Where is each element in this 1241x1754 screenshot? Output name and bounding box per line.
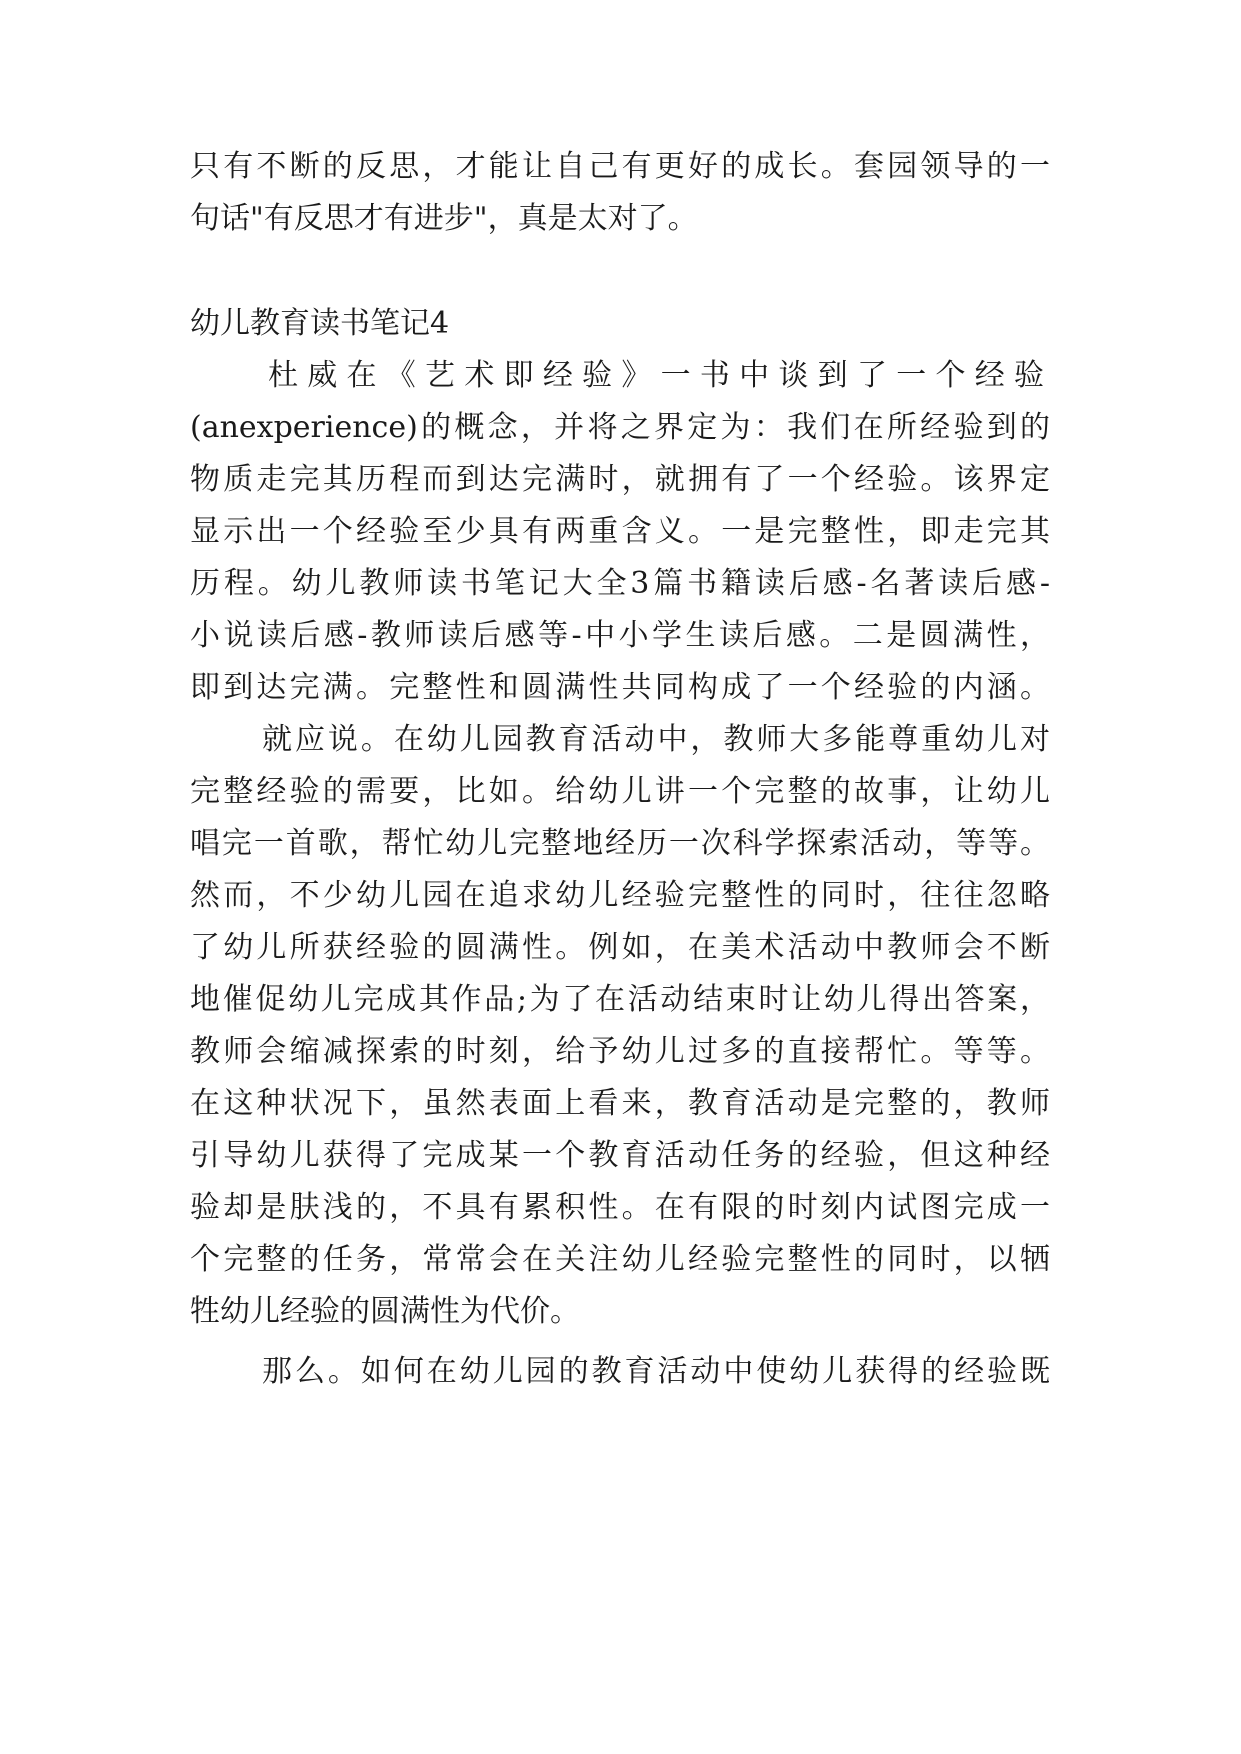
text-line: 那么。如何在幼儿园的教育活动中使幼儿获得的经验既	[262, 1354, 1050, 1389]
text-line: 地催促幼儿完成其作品;为了在活动结束时让幼儿得出答案，	[190, 982, 1050, 1017]
text-line: (anexperience)的概念，并将之界定为：我们在所经验到的	[190, 410, 1050, 445]
text-line: 完整经验的需要，比如。给幼儿讲一个完整的故事，让幼儿	[190, 774, 1050, 809]
text-line: 牲幼儿经验的圆满性为代价。	[190, 1294, 580, 1329]
text-line: 唱完一首歌，帮忙幼儿完整地经历一次科学探索活动，等等。	[190, 826, 1050, 861]
text-line: 引导幼儿获得了完成某一个教育活动任务的经验，但这种经	[190, 1138, 1050, 1173]
text-line: 显示出一个经验至少具有两重含义。一是完整性，即走完其	[190, 514, 1050, 549]
text-line: 即到达完满。完整性和圆满性共同构成了一个经验的内涵。	[190, 670, 1050, 705]
text-line: 只有不断的反思，才能让自己有更好的成长。套园领导的一	[190, 149, 1050, 184]
text-line: 小说读后感-教师读后感等-中小学生读后感。二是圆满性，	[190, 618, 1050, 653]
text-line: 物质走完其历程而到达完满时，就拥有了一个经验。该界定	[190, 462, 1050, 497]
text-line: 验却是肤浅的，不具有累积性。在有限的时刻内试图完成一	[190, 1190, 1050, 1225]
text-line: 就应说。在幼儿园教育活动中，教师大多能尊重幼儿对	[262, 722, 1050, 757]
text-line: 在这种状况下，虽然表面上看来，教育活动是完整的，教师	[190, 1086, 1050, 1121]
text-line: 个完整的任务，常常会在关注幼儿经验完整性的同时，以牺	[190, 1242, 1050, 1277]
section-title: 幼儿教育读书笔记4	[190, 306, 450, 341]
text-line: 了幼儿所获经验的圆满性。例如，在美术活动中教师会不断	[190, 930, 1050, 965]
text-line: 杜威在《艺术即经验》一书中谈到了一个经验	[268, 358, 1050, 393]
text-line: 句话"有反思才有进步"，真是太对了。	[190, 201, 698, 236]
text-line: 历程。幼儿教师读书笔记大全3篇书籍读后感-名著读后感-	[190, 566, 1050, 601]
text-line: 然而，不少幼儿园在追求幼儿经验完整性的同时，往往忽略	[190, 878, 1050, 913]
text-line: 教师会缩减探索的时刻，给予幼儿过多的直接帮忙。等等。	[190, 1034, 1050, 1069]
